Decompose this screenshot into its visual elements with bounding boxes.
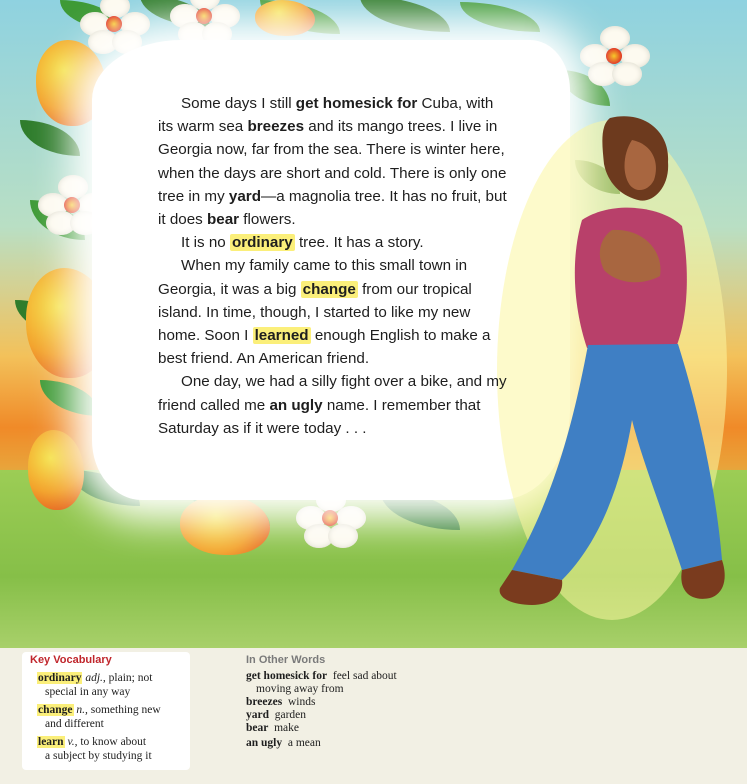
story-paragraph: When my family came to this small town in Georgia, it was a big change from our tropical island. In time, though, I started to like my new home. Soon I learned enough English to make a best friend. An American friend. [158,257,491,368]
glossary-entry: get homesick for feel sad about moving away from [246,670,397,695]
vocab-term: get homesick for [295,95,418,112]
leaf-icon [40,380,100,416]
key-vocab-term: learned [254,327,309,345]
mango-icon [255,0,315,36]
vocab-entry: change n., something new and different [38,704,161,730]
vocab-term: bear [206,211,240,229]
girl-figure [492,100,732,630]
glossary-entry: bear make [246,722,300,734]
in-other-words-title: In Other Words [246,654,326,666]
leaf-icon [360,0,450,32]
leaf-icon [460,2,540,32]
story-paragraph: One day, we had a silly fight over a bike, and my friend called me an ugly name. I remember that Saturday as if it were today . . . [158,373,507,437]
vocab-entry: learn v., to know about a subject by studying it [38,736,152,762]
vocab-term: an ugly [269,396,323,414]
story-paragraph: It is no ordinary tree. It has a story. [181,234,424,252]
glossary-entry: an ugly a mean [246,737,321,749]
story-text [158,92,508,440]
glossary-entry: breezes winds [246,696,316,708]
mango-icon [28,430,84,510]
vocab-term: yard [228,187,261,205]
story-paragraph: Some days I still get homesick for Cuba, with its warm sea breezes and its mango trees. I live in Georgia now, far from the sea. There is winter here, when the days are short and cold. There is only one tree in my yard—a magnolia tree. It has no fruit, but it does bear flowers. [158,95,507,229]
magnolia-flower-icon [580,26,650,86]
vocab-term: breezes [247,118,305,136]
glossary-entry: yard garden [246,709,307,721]
vocab-entry: ordinary adj., plain; not special in any way [38,672,153,698]
key-vocab-term: ordinary [231,234,293,252]
key-vocabulary-title: Key Vocabulary [30,654,112,666]
key-vocab-term: change [302,280,356,298]
